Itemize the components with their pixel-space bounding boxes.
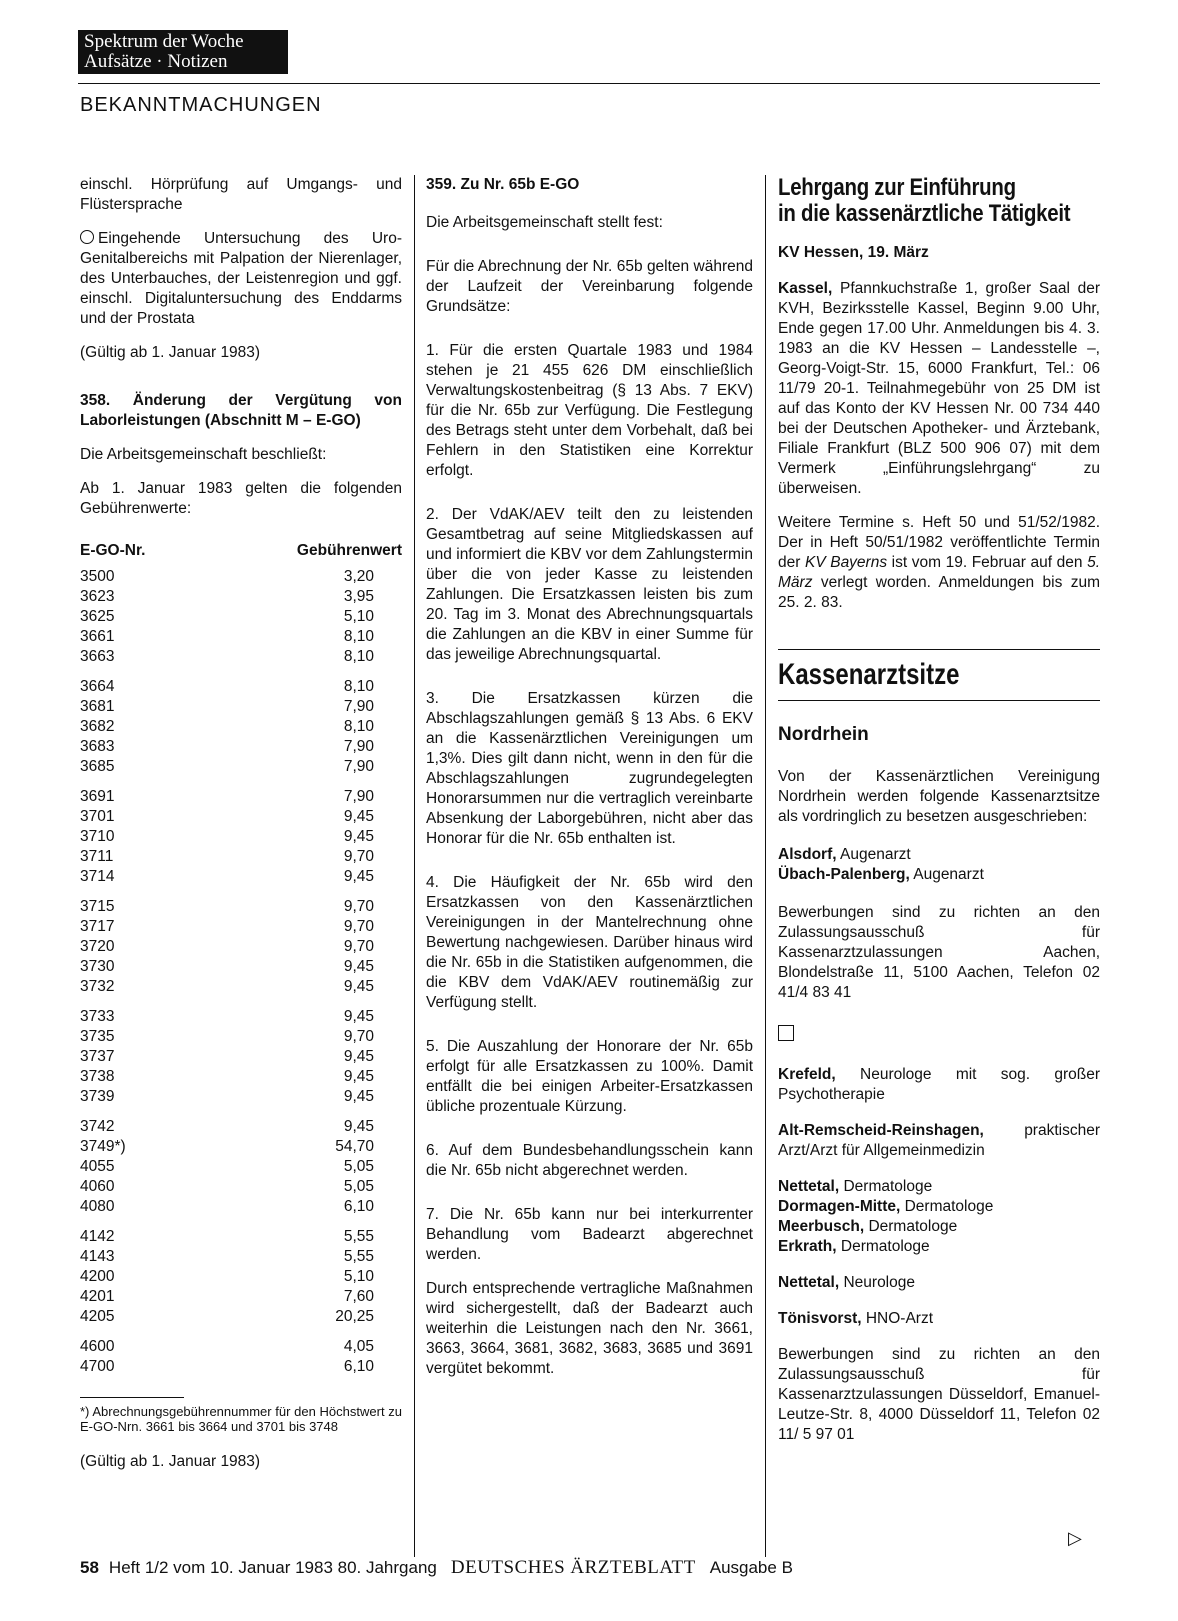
table-row [80, 917, 402, 937]
rubric-box [78, 30, 288, 74]
ego-number-cell: 3738 [80, 1068, 115, 1085]
magazine-name: DEUTSCHES ÄRZTEBLATT [450, 1557, 696, 1578]
paragraph: einschl. Hörprüfung auf Umgangs- und Flüstersprache [80, 176, 402, 213]
paragraph: 1. Für die ersten Quartale 1983 und 1984 stehen je 21 455 626 DM einschließlich Verwaltungskostenbeitrag (§ 13 Abs. 7 EKV) für die Nr. 65b zur Verfügung. Die Festlegung des Betrags steht unter dem Vorbehalt, daß bei Fehlern in den Statistiken eine Korrektur erfolgt. [426, 342, 753, 479]
ego-number-cell: 3733 [80, 1008, 115, 1025]
table-header: E-GO-Nr. [80, 542, 146, 559]
fee-value-cell: 9,70 [343, 1028, 374, 1045]
table-header: Gebührenwert [296, 542, 402, 559]
listing: Nettetal, Neurologe [778, 1274, 915, 1291]
table-row [80, 587, 402, 607]
ego-number-cell: 3714 [80, 868, 115, 885]
table-row [80, 957, 402, 977]
ego-number-cell: 4205 [80, 1308, 115, 1325]
table-row [80, 1247, 402, 1267]
ego-number-cell: 3691 [80, 788, 115, 805]
ego-number-cell: 3661 [80, 628, 115, 645]
table-row [80, 1357, 402, 1377]
fee-value-cell: 8,10 [343, 628, 374, 645]
paragraph: Weitere Termine s. Heft 50 und 51/52/1982. Der in Heft 50/51/1982 veröffentlichte Termin der KV Bayerns ist vom 19. Februar auf den 5. März verlegt worden. Anmeldungen bis zum 25. 2. 83. [778, 514, 1101, 611]
edition: Ausgabe B [709, 1558, 793, 1577]
listing: Tönisvorst, HNO-Arzt [778, 1310, 934, 1327]
fee-value-cell: 5,10 [343, 608, 374, 625]
heading-358: 358. Änderung der Vergütung von Laborleistungen (Abschnitt M – E-GO) [80, 392, 402, 429]
ego-number-cell: 3623 [80, 588, 115, 605]
listing: Alt-Remscheid-Reinshagen, praktischer Arzt/Arzt für Allgemeinmedizin [778, 1122, 1100, 1159]
table-row [80, 1267, 402, 1287]
fee-value-cell: 9,70 [343, 938, 374, 955]
ego-number-cell: 4060 [80, 1178, 115, 1195]
fee-value-cell: 4,05 [343, 1338, 374, 1355]
column-1 [80, 175, 402, 1486]
table-row [80, 1197, 402, 1217]
issue-info: Heft 1/2 vom 10. Januar 1983 80. Jahrgang [108, 1558, 437, 1577]
ego-number-cell: 3742 [80, 1118, 115, 1135]
fee-value-cell: 5,10 [343, 1268, 374, 1285]
column-divider-1 [414, 175, 415, 1557]
fee-value-cell: 54,70 [335, 1138, 374, 1155]
ego-number-cell: 4055 [80, 1158, 115, 1175]
section-title: BEKANNTMACHUNGEN [80, 94, 322, 116]
paragraph: 4. Die Häufigkeit der Nr. 65b wird den Ersatzkassen von den Kassenärztlichen Vereinigungen in der Mantelrechnung ohne Bewertung nachgewiesen. Darüber hinaus wird die Nr. 65b in die Statistiken aufgenommen, die die KBV dem VdAK/AEV routinemäßig zur Verfügung stellt. [426, 874, 753, 1011]
footnote: *) Abrechnungsgebührennummer für den Höchstwert zu E-GO-Nrn. 3661 bis 3664 und 3701 bis 3748 [80, 1404, 402, 1434]
table-row [80, 867, 402, 887]
table-row [80, 1047, 402, 1067]
paragraph: 2. Der VdAK/AEV teilt den zu leistenden Gesamtbetrag auf seine Mitgliedskassen auf und informiert die KBV vor dem Zahlungstermin über die von jeder Kasse zu leistenden Zahlungen. Die Ersatzkassen leisten bis zum 20. Tag im 3. Monat des Abrechnungsquartals die Zahlungen an die KBV in einer Summe für das jeweilige Abrechnungsquartal. [426, 506, 753, 663]
ego-number-cell: 3625 [80, 608, 115, 625]
fee-value-cell: 20,25 [335, 1308, 374, 1325]
table-row [80, 1217, 402, 1247]
ego-number-cell: 3701 [80, 808, 115, 825]
column-3 [778, 175, 1100, 1459]
fee-value-cell: 9,45 [343, 958, 374, 975]
ego-number-cell: 3739 [80, 1088, 115, 1105]
table-row [80, 847, 402, 867]
ego-number-cell: 4600 [80, 1338, 115, 1355]
fee-value-cell: 5,55 [343, 1248, 374, 1265]
fee-value-cell: 7,90 [343, 788, 374, 805]
rubric-line-2: Aufsätze · Notizen [84, 51, 228, 72]
rule [778, 649, 1100, 650]
paragraph: Bewerbungen sind zu richten an den Zulassungsausschuß für Kassenarztzulassungen Düsseldorf, Emanuel-Leutze-Str. 8, 4000 Düsseldorf 11, Telefon 02 11/ 5 97 01 [778, 1346, 1100, 1443]
fee-value-cell: 6,10 [343, 1358, 374, 1375]
fee-value-cell: 8,10 [343, 678, 374, 695]
top-rule [78, 83, 1100, 84]
page-footer [80, 1557, 793, 1579]
fee-value-cell: 5,05 [343, 1158, 374, 1175]
paragraph: Die Arbeitsgemeinschaft beschließt: [80, 446, 327, 463]
ego-number-cell: 4200 [80, 1268, 115, 1285]
table-row [80, 1087, 402, 1107]
fee-value-cell: 9,45 [343, 808, 374, 825]
validity-note: (Gültig ab 1. Januar 1983) [80, 344, 261, 361]
paragraph: 7. Die Nr. 65b kann nur bei interkurrenter Behandlung vom Badearzt abgerechnet werden. [426, 1206, 753, 1263]
table-row [80, 997, 402, 1027]
ego-number-cell: 4143 [80, 1248, 115, 1265]
ego-number-cell: 3663 [80, 648, 115, 665]
table-row [80, 697, 402, 717]
fee-value-cell: 7,90 [343, 738, 374, 755]
paragraph: 3. Die Ersatzkassen kürzen die Abschlagszahlungen gemäß § 13 Abs. 6 EKV an die Kassenärztlichen Vereinigungen um 1,3%. Dies gilt dann nicht, wenn in den für die Abschlagszahlungen zugrundegelegten Honorarsummen nur die vertraglich vereinbarte Absenkung der Laborgebühren, nicht aber das Honorar für die Nr. 65b enthalten ist. [426, 690, 753, 847]
fee-value-cell: 7,60 [343, 1288, 374, 1305]
ego-number-cell: 3720 [80, 938, 115, 955]
fee-value-cell: 5,05 [343, 1178, 374, 1195]
paragraph: Eingehende Untersuchung des Uro-Genitalbereichs mit Palpation der Nierenlager, des Unterbauches, der Leistenregion und ggf. einschl. Digitaluntersuchung des Enddarms und der Prostata [80, 230, 402, 327]
ego-number-cell: 4201 [80, 1288, 115, 1305]
paragraph: 6. Auf dem Bundesbehandlungsschein kann die Nr. 65b nicht abgerechnet werden. [426, 1142, 753, 1179]
table-row [80, 757, 402, 777]
ego-number-cell: 3717 [80, 918, 115, 935]
listing: Alsdorf, Augenarzt Übach-Palenberg, Augenarzt [778, 846, 984, 883]
ego-number-cell: 3664 [80, 678, 115, 695]
fee-value-cell: 9,45 [343, 1118, 374, 1135]
table-row [80, 1157, 402, 1177]
table-row [80, 647, 402, 667]
kassenarztsitze-heading: Kassenarztsitze [778, 658, 960, 691]
column-2 [426, 175, 753, 1393]
paragraph: Ab 1. Januar 1983 gelten die folgenden Gebührenwerte: [80, 480, 402, 517]
fee-value-cell: 6,10 [343, 1198, 374, 1215]
table-row [80, 717, 402, 737]
table-row [80, 977, 402, 997]
table-row [80, 777, 402, 807]
fee-value-cell: 9,45 [343, 1048, 374, 1065]
listing: Nettetal, Dermatologe Dormagen-Mitte, Dermatologe Meerbusch, Dermatologe Erkrath, Dermatologe [778, 1178, 994, 1255]
ego-number-cell: 4142 [80, 1228, 115, 1245]
fee-value-cell: 9,45 [343, 1088, 374, 1105]
table-row [80, 1287, 402, 1307]
table-row [80, 1177, 402, 1197]
ego-number-cell: 3749*) [80, 1138, 126, 1155]
footnote-rule [80, 1397, 184, 1398]
ego-number-cell: 3681 [80, 698, 115, 715]
paragraph: Von der Kassenärztlichen Vereinigung Nordrhein werden folgende Kassenarztsitze als vordringlich zu besetzen ausgeschrieben: [778, 768, 1100, 825]
ego-number-cell: 3500 [80, 568, 115, 585]
fee-value-cell: 9,45 [343, 828, 374, 845]
continue-arrow-icon: ▷ [1068, 1528, 1082, 1548]
fee-value-cell: 9,70 [343, 898, 374, 915]
ego-number-cell: 3737 [80, 1048, 115, 1065]
table-row [80, 1307, 402, 1327]
table-row [80, 807, 402, 827]
ego-number-cell: 3683 [80, 738, 115, 755]
rule [778, 700, 1100, 701]
table-row [80, 827, 402, 847]
fee-value-cell: 8,10 [343, 718, 374, 735]
table-row [80, 937, 402, 957]
fee-value-cell: 9,45 [343, 1008, 374, 1025]
table-row [80, 887, 402, 917]
fee-value-cell: 3,95 [343, 588, 374, 605]
table-row [80, 607, 402, 627]
nordrhein-heading: Nordrhein [778, 724, 869, 745]
ego-number-cell: 3735 [80, 1028, 115, 1045]
fee-value-cell: 5,55 [343, 1228, 374, 1245]
table-row [80, 567, 402, 587]
column-divider-2 [765, 175, 766, 1557]
fee-value-cell: 9,45 [343, 1068, 374, 1085]
paragraph: Kassel, Pfannkuchstraße 1, großer Saal der KVH, Bezirksstelle Kassel, Beginn 9.00 Uhr, Ende gegen 17.00 Uhr. Anmeldungen bis 4. 3. 1983 an die KV Hessen – Landesstelle –, Georg-Voigt-Str. 15, 6000 Frankfurt, Tel.: 06 11/79 20-1. Teilnahmegebühr von 25 DM ist auf das Konto der KV Hessen Nr. 00 734 440 bei der Deutschen Apotheker- und Ärztebank, Filiale Frankfurt (BLZ 500 906 07) mit dem Vermerk „Einführungslehrgang“ zu überweisen. [778, 280, 1101, 497]
fee-value-cell: 9,70 [343, 918, 374, 935]
heading-359: 359. Zu Nr. 65b E-GO [426, 176, 580, 193]
ego-number-cell: 3711 [80, 848, 114, 865]
kv-date: KV Hessen, 19. März [778, 244, 929, 261]
table-row [80, 737, 402, 757]
lehrgang-title: Lehrgang zur Einführung in die kassenärztliche Tätigkeit [778, 174, 1071, 227]
ego-number-cell: 3730 [80, 958, 115, 975]
paragraph: Durch entsprechende vertragliche Maßnahmen wird sichergestellt, daß der Badearzt auch weiterhin die Leistungen nach den Nr. 3661, 3663, 3664, 3681, 3682, 3683, 3685 und 3691 vergütet bekommt. [426, 1280, 753, 1377]
ego-number-cell: 3715 [80, 898, 115, 915]
ego-number-cell: 3710 [80, 828, 115, 845]
paragraph: 5. Die Auszahlung der Honorare der Nr. 65b erfolgt für alle Ersatzkassen zu 100%. Damit entfällt die bei einigen Arbeiter-Ersatzkassen übliche prozentuale Kürzung. [426, 1038, 753, 1115]
circle-bullet-icon [80, 230, 94, 244]
square-separator-icon [778, 1025, 794, 1041]
fee-value-cell: 9,45 [343, 868, 374, 885]
fee-value-cell: 7,90 [343, 698, 374, 715]
fee-value-cell: 7,90 [343, 758, 374, 775]
table-row [80, 667, 402, 697]
fee-value-cell: 3,20 [343, 568, 374, 585]
table-row [80, 1137, 402, 1157]
page-number: 58 [80, 1558, 99, 1577]
table-row [80, 1107, 402, 1137]
table-row [80, 1327, 402, 1357]
ego-number-cell: 4700 [80, 1358, 115, 1375]
rubric-line-1: Spektrum der Woche [84, 31, 244, 52]
table-row [80, 1027, 402, 1047]
ego-number-cell: 4080 [80, 1198, 115, 1215]
table-row [80, 1067, 402, 1087]
paragraph: Für die Abrechnung der Nr. 65b gelten während der Laufzeit der Vereinbarung folgende Grundsätze: [426, 258, 753, 315]
paragraph: Bewerbungen sind zu richten an den Zulassungsausschuß für Kassenarztzulassungen Aachen, Blondelstraße 11, 5100 Aachen, Telefon 02 41/4 83 41 [778, 904, 1100, 1001]
ego-number-cell: 3682 [80, 718, 115, 735]
paragraph: Die Arbeitsgemeinschaft stellt fest: [426, 214, 663, 231]
separator [778, 1025, 1100, 1047]
ego-number-cell: 3685 [80, 758, 115, 775]
fee-value-cell: 9,70 [343, 848, 374, 865]
listing: Krefeld, Neurologe mit sog. großer Psychotherapie [778, 1066, 1100, 1103]
fee-value-cell: 9,45 [343, 978, 374, 995]
fee-table [80, 541, 402, 1377]
table-row [80, 627, 402, 647]
validity-note: (Gültig ab 1. Januar 1983) [80, 1453, 261, 1470]
fee-value-cell: 8,10 [343, 648, 374, 665]
ego-number-cell: 3732 [80, 978, 115, 995]
